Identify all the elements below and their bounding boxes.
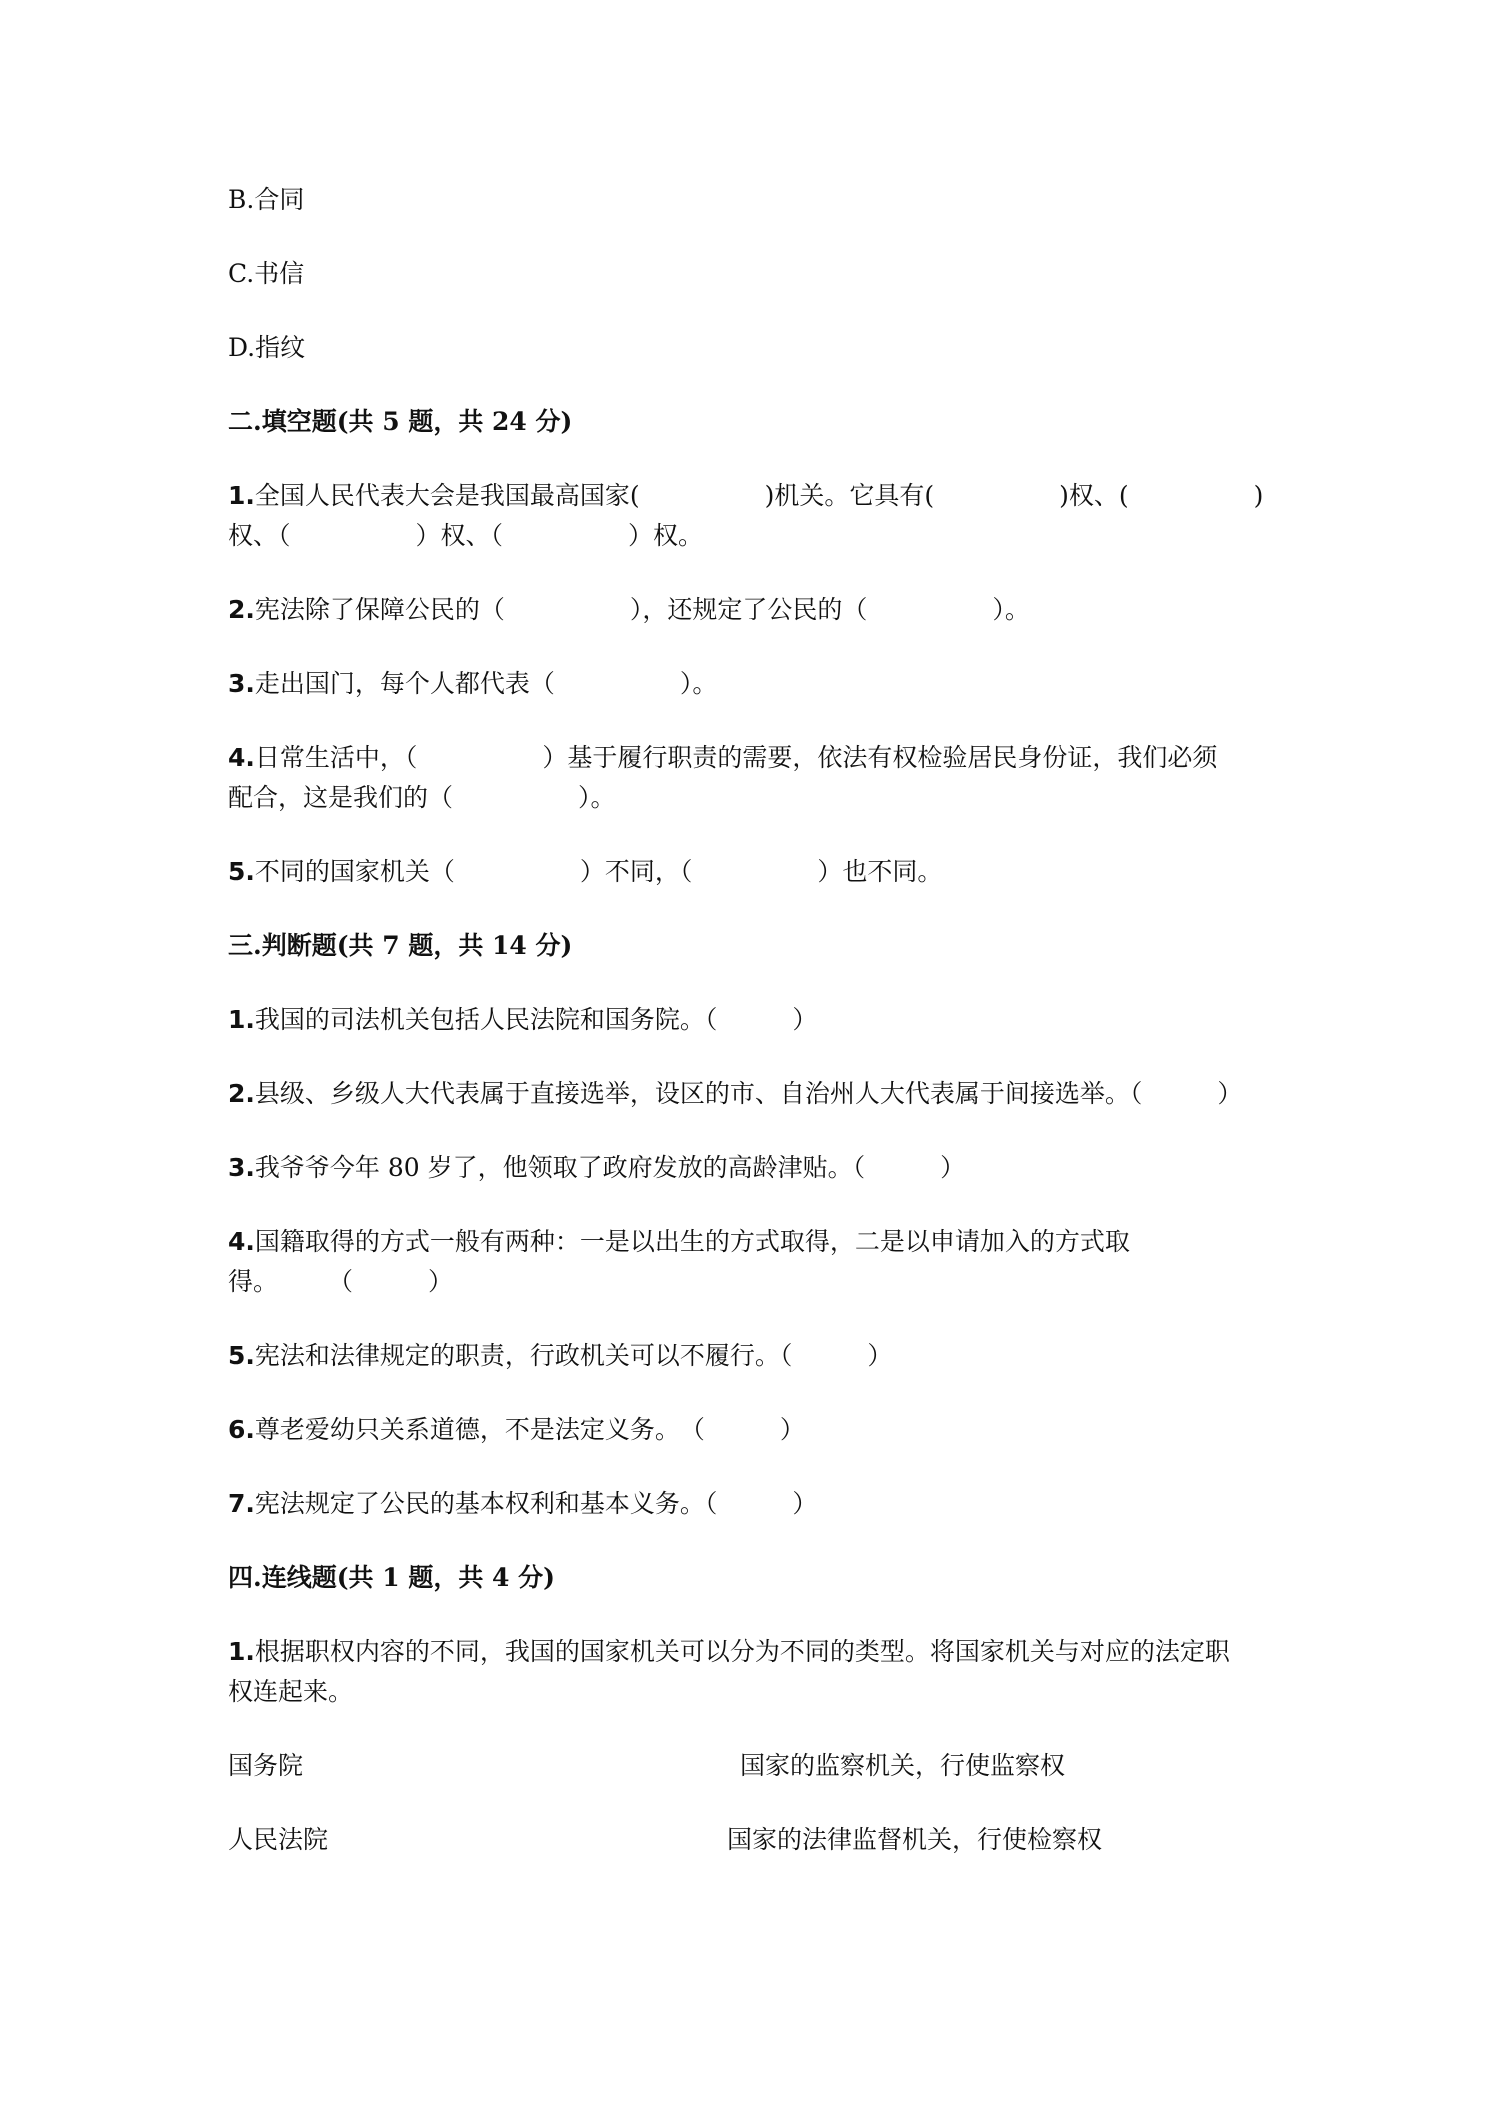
question-text: 日常生活中，（ ）基于履行职责的需要，依法有权检验居民身份证，我们必须	[254, 743, 1218, 772]
judge-question-1	[228, 1002, 817, 1038]
question-text: 宪法除了保障公民的（ ），还规定了公民的（ ）。	[254, 595, 1030, 624]
question-number: 3.	[228, 1153, 255, 1182]
judge-question-4-line-1	[228, 1224, 1130, 1260]
option-b: B.合同	[228, 185, 305, 214]
match-right-item-1: 国家的监察机关，行使监察权	[740, 1751, 1066, 1780]
question-number: 1.	[228, 1637, 255, 1666]
question-number: 6.	[228, 1415, 255, 1444]
question-text: 尊老爱幼只关系道德，不是法定义务。 （ ）	[254, 1415, 805, 1444]
question-number: 5.	[228, 857, 255, 886]
match-question-1-line-2: 权连起来。	[228, 1677, 354, 1706]
question-text: 我爷爷今年 80 岁了，他领取了政府发放的高龄津贴。（ ）	[254, 1153, 966, 1182]
question-text: 宪法和法律规定的职责，行政机关可以不履行。（ ）	[254, 1341, 893, 1370]
option-c: C.书信	[228, 259, 305, 288]
option-d: D.指纹	[228, 333, 306, 362]
question-text: 走出国门，每个人都代表（ ）。	[254, 669, 718, 698]
judge-question-2	[228, 1076, 1242, 1112]
fill-question-3	[228, 666, 717, 702]
question-number: 2.	[228, 595, 255, 624]
fill-question-1-line-1	[228, 478, 1263, 514]
section-2-heading: 二.填空题(共 5 题，共 24 分)	[228, 407, 573, 436]
match-left-item-1: 国务院	[228, 1751, 304, 1780]
judge-question-3	[228, 1150, 965, 1186]
question-text: 宪法规定了公民的基本权利和基本义务。（ ）	[254, 1489, 818, 1518]
match-right-item-2: 国家的法律监督机关，行使检察权	[727, 1825, 1103, 1854]
question-text: 县级、乡级人大代表属于直接选举，设区的市、自治州人大代表属于间接选举。（ ）	[254, 1079, 1243, 1108]
section-4-heading: 四.连线题(共 1 题，共 4 分)	[228, 1563, 555, 1592]
question-number: 4.	[228, 1227, 255, 1256]
fill-question-1-line-2: 权、（ ）权、（ ）权。	[228, 521, 704, 550]
question-number: 5.	[228, 1341, 255, 1370]
judge-question-5	[228, 1338, 892, 1374]
fill-question-4-line-1	[228, 740, 1217, 776]
section-3-heading: 三.判断题(共 7 题，共 14 分)	[228, 931, 573, 960]
fill-question-2	[228, 592, 1030, 628]
judge-question-4-line-2: 得。 （ ）	[228, 1267, 454, 1296]
judge-question-6	[228, 1412, 805, 1448]
match-question-1-line-1	[228, 1634, 1230, 1670]
question-number: 4.	[228, 743, 255, 772]
question-number: 7.	[228, 1489, 255, 1518]
match-left-item-2: 人民法院	[228, 1825, 329, 1854]
question-text: 我国的司法机关包括人民法院和国务院。（ ）	[254, 1005, 818, 1034]
question-text: 不同的国家机关（ ）不同，（ ）也不同。	[254, 857, 943, 886]
question-number: 1.	[228, 481, 255, 510]
question-number: 3.	[228, 669, 255, 698]
question-text: 根据职权内容的不同，我国的国家机关可以分为不同的类型。将国家机关与对应的法定职	[254, 1637, 1230, 1666]
question-number: 2.	[228, 1079, 255, 1108]
question-text: 国籍取得的方式一般有两种：一是以出生的方式取得，二是以申请加入的方式取	[254, 1227, 1130, 1256]
question-number: 1.	[228, 1005, 255, 1034]
fill-question-5	[228, 854, 942, 890]
fill-question-4-line-2: 配合，这是我们的（ ）。	[228, 783, 616, 812]
question-text: 全国人民代表大会是我国最高国家( )机关。它具有( )权、( )	[254, 481, 1264, 510]
judge-question-7	[228, 1486, 817, 1522]
